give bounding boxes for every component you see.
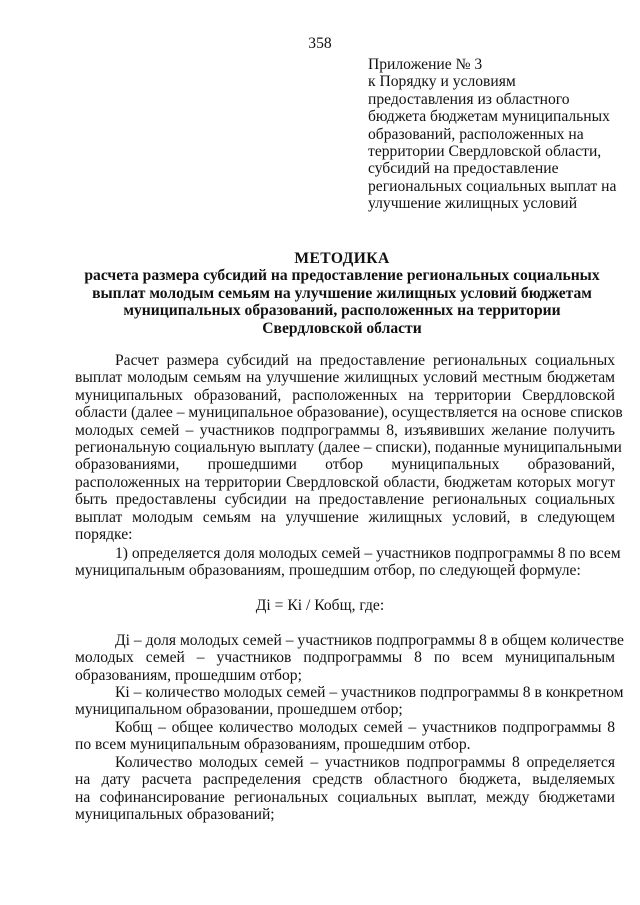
text-line: муниципальных образований; bbox=[75, 806, 275, 824]
annex-line: Приложение № 3 bbox=[368, 56, 483, 73]
page-number: 358 bbox=[308, 35, 332, 52]
text-line: муниципальным образованиям, прошедшим отбор, по следующей формуле: bbox=[75, 562, 581, 580]
text-line: быть предоставлены субсидии на предоставление региональных социальных bbox=[75, 491, 615, 509]
text-line: Расчет размера субсидий на предоставление региональных социальных bbox=[115, 352, 615, 369]
text-line: порядке: bbox=[75, 526, 133, 544]
document-subtitle-line: расчета размера субсидий на предоставление региональных социальных bbox=[84, 267, 600, 285]
text-line: Кобщ – общее количество молодых семей – участников подпрограммы 8 bbox=[115, 719, 615, 736]
text-line: молодых семей – участников подпрограммы 8 по всем муниципальным bbox=[75, 649, 615, 667]
document-heading bbox=[70, 250, 614, 337]
text-line: Кi – количество молодых семей – участников подпрограммы 8 в конкретном bbox=[115, 684, 624, 701]
text-line: Количество молодых семей – участников подпрограммы 8 определяется bbox=[115, 754, 615, 771]
annex-line: территории Свердловской области, bbox=[368, 143, 602, 161]
item-1-paragraph bbox=[75, 545, 621, 580]
text-line: молодых семей – участников подпрограммы 8, изъявивших желание получить bbox=[75, 421, 615, 439]
definition-di bbox=[75, 632, 624, 684]
text-line: Дi – доля молодых семей – участников подпрограммы 8 в общем количестве bbox=[115, 632, 624, 649]
text-line: муниципальных образований, расположенных на территории Свердловской bbox=[75, 386, 615, 404]
count-paragraph bbox=[75, 754, 615, 824]
text-line: выплат молодым семьям на улучшение жилищных условий, в следующем bbox=[75, 508, 615, 526]
annex-line: бюджета бюджетам муниципальных bbox=[368, 108, 610, 126]
annex-line: предоставления из областного bbox=[368, 90, 570, 108]
annex-line: образований, расположенных на bbox=[368, 125, 584, 143]
text-line: муниципальном образовании, прошедшем отбор; bbox=[75, 701, 403, 719]
text-line: расположенных на территории Свердловской области, бюджетам которых могут bbox=[75, 473, 615, 491]
annex-reference bbox=[368, 56, 623, 213]
annex-line: субсидий на предоставление bbox=[368, 160, 559, 178]
intro-paragraph bbox=[75, 352, 623, 544]
annex-line: региональных социальных выплат на bbox=[368, 177, 617, 195]
document-subtitle-line: муниципальных образований, расположенных на территории bbox=[123, 302, 561, 320]
document-subtitle-line: выплат молодым семьям на улучшение жилищных условий бюджетам bbox=[92, 284, 592, 302]
text-line: на софинансирование региональных социальных выплат, между бюджетами bbox=[75, 788, 615, 806]
text-line: региональную социальную выплату (далее – списки), поданные муниципальными bbox=[75, 439, 622, 457]
definition-ki bbox=[75, 684, 624, 719]
document-subtitle-line: Свердловской области bbox=[262, 319, 422, 337]
text-line: по всем муниципальным образованиям, прошедшим отбор. bbox=[75, 736, 471, 754]
text-line: области (далее – муниципальное образование), осуществляется на основе списков bbox=[75, 404, 623, 422]
text-line: образованиям, прошедшим отбор; bbox=[75, 666, 302, 684]
formula: Дi = Кi / Кобщ, где: bbox=[255, 597, 385, 614]
annex-line: улучшение жилищных условий bbox=[368, 195, 578, 213]
text-line: выплат молодым семьям на улучшение жилищных условий местным бюджетам bbox=[75, 369, 615, 387]
annex-line: к Порядку и условиям bbox=[368, 73, 516, 91]
text-line: на дату расчета распределения средств областного бюджета, выделяемых bbox=[75, 771, 615, 789]
definition-kobsch bbox=[75, 719, 615, 754]
text-line: образованиями, прошедшими отбор муниципальных образований, bbox=[75, 456, 615, 474]
text-line: 1) определяется доля молодых семей – участников подпрограммы 8 по всем bbox=[115, 545, 621, 562]
document-title: МЕТОДИКА bbox=[294, 250, 390, 267]
